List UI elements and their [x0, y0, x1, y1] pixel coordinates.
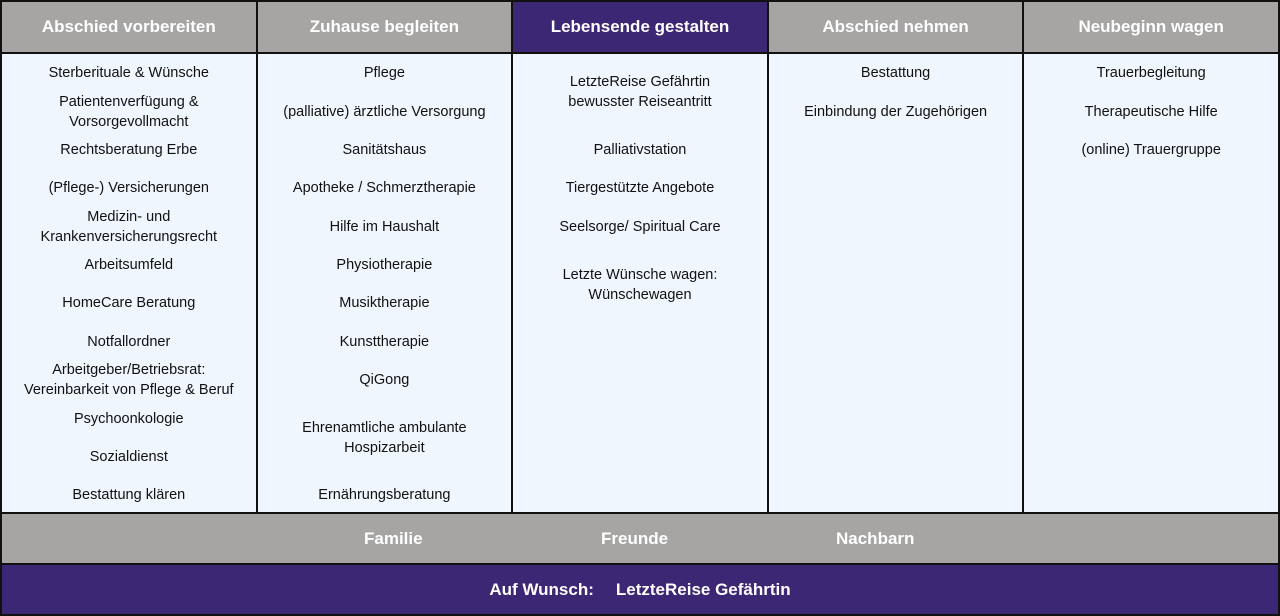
- list-item: (Pflege-) Versicherungen: [48, 180, 209, 196]
- list-item: Arbeitsumfeld: [84, 257, 174, 273]
- band-nachbarn: Nachbarn: [836, 528, 915, 548]
- list-item: Tiergestützte Angebote: [565, 180, 715, 196]
- footer-value: LetzteReise Gefährtin: [615, 579, 791, 599]
- list-item: Musiktherapie: [339, 295, 430, 311]
- list-item: Sozialdienst: [89, 449, 168, 465]
- column-zuhause-begleiten: [258, 54, 512, 512]
- list-item: Palliativstation: [593, 142, 687, 158]
- header-abschied-vorbereiten: Abschied vorbereiten: [2, 2, 256, 52]
- list-item: Sanitätshaus: [342, 142, 427, 158]
- header-neubeginn-wagen: Neubeginn wagen: [1024, 2, 1278, 52]
- column-lebensende-gestalten: [513, 54, 767, 512]
- list-item: (online) Trauergruppe: [1081, 142, 1221, 158]
- footer-bar: [2, 565, 1278, 614]
- list-item: Einbindung der Zugehörigen: [804, 104, 988, 120]
- column-abschied-vorbereiten: [2, 54, 256, 512]
- list-item: Seelsorge/ Spiritual Care: [559, 219, 721, 235]
- column-abschied-nehmen: [769, 54, 1023, 512]
- list-item: Rechtsberatung Erbe: [60, 142, 198, 158]
- list-item: HomeCare Beratung: [62, 295, 196, 311]
- list-item: Arbeitgeber/Betriebsrat: Vereinbarkeit von Pflege & Beruf: [24, 362, 234, 398]
- header-zuhause-begleiten: Zuhause begleiten: [258, 2, 512, 52]
- list-item: Sterberituale & Wünsche: [48, 65, 209, 81]
- header-lebensende-gestalten: Lebensende gestalten: [513, 2, 767, 52]
- list-item: Therapeutische Hilfe: [1084, 104, 1218, 120]
- list-item: Kunsttherapie: [339, 334, 430, 350]
- list-item: Trauerbegleitung: [1096, 65, 1206, 81]
- footer-label: Auf Wunsch:: [489, 579, 594, 599]
- header-abschied-nehmen: Abschied nehmen: [769, 2, 1023, 52]
- list-item: Psychoonkologie: [73, 411, 184, 427]
- list-item: Hilfe im Haushalt: [329, 219, 440, 235]
- band-freunde: Freunde: [601, 528, 669, 548]
- columns: [2, 54, 1278, 512]
- list-item: Apotheke / Schmerztherapie: [292, 180, 476, 196]
- list-item: Letzte Wünsche wagen: Wünschewagen: [562, 267, 718, 303]
- list-item: LetzteReise Gefährtin bewusster Reiseantritt: [568, 74, 712, 110]
- list-item: Medizin- und Krankenversicherungsrecht: [40, 209, 218, 245]
- list-item: Ernährungsberatung: [318, 487, 451, 503]
- list-item: Notfallordner: [87, 334, 171, 350]
- list-item: (palliative) ärztliche Versorgung: [283, 104, 486, 120]
- list-item: Pflege: [363, 65, 405, 81]
- list-item: Physiotherapie: [336, 257, 433, 273]
- list-item: Bestattung klären: [72, 487, 186, 503]
- column-neubeginn-wagen: [1024, 54, 1278, 512]
- list-item: Patientenverfügung & Vorsorgevollmacht: [59, 94, 199, 130]
- band-familie: Familie: [364, 528, 423, 548]
- support-network-band: [2, 514, 1278, 563]
- list-item: Bestattung: [860, 65, 931, 81]
- list-item: Ehrenamtliche ambulante Hospizarbeit: [302, 420, 467, 456]
- list-item: QiGong: [359, 372, 410, 388]
- header-row: [2, 2, 1278, 52]
